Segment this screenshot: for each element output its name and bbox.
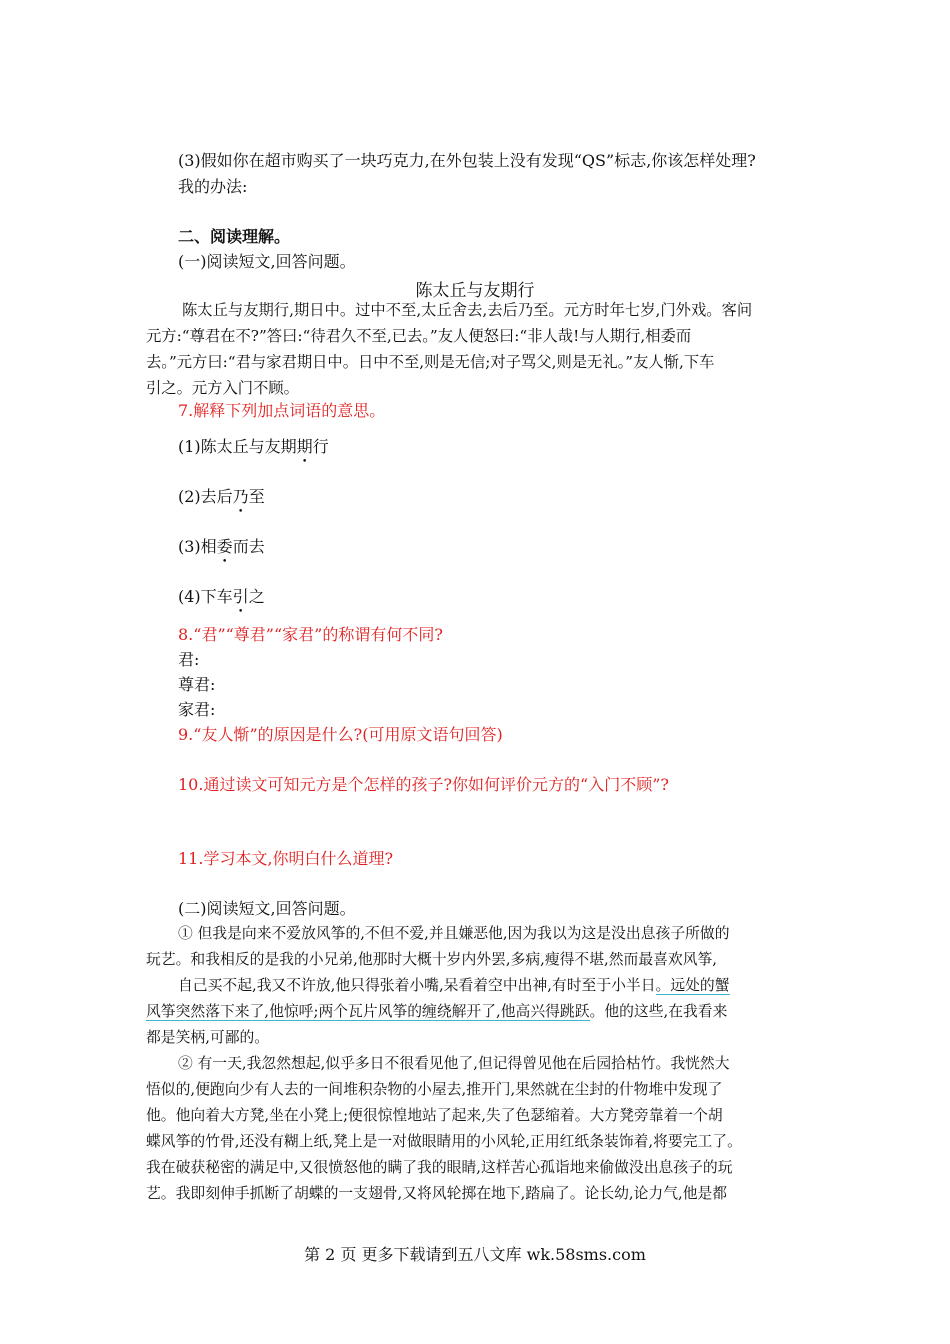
- q7-item-text: 之: [248, 587, 265, 606]
- q11-prompt: 11.学习本文,你明白什么道理?: [178, 849, 394, 868]
- q7-item-text: 行: [312, 437, 329, 456]
- q7-item-text: (2)去后: [178, 487, 233, 506]
- passage-line: 陈太丘与友期行,期日中。过中不至,太丘舍去,去后乃至。元方时年七岁,门外戏。客问: [182, 301, 753, 319]
- q3-question: (3)假如你在超市购买了一块巧克力,在外包装上没有发现“QS”标志,你该怎样处理?: [178, 151, 756, 170]
- dotted-char: 乃: [232, 487, 249, 506]
- q7-item-text: (3)相: [178, 537, 217, 556]
- q3-answer-label: 我的办法:: [178, 177, 248, 196]
- dotted-char: 期: [296, 437, 313, 456]
- passage-line: [146, 999, 806, 1025]
- passage-line: [146, 973, 806, 999]
- passage-line: ② 有一天,我忽然想起,似乎多日不很看见他了,但记得曾见他在后园拾枯竹。我恍然大: [178, 1055, 730, 1072]
- sub-heading-1: (一)阅读短文,回答问题。: [178, 252, 356, 271]
- q7-item-3: [178, 536, 265, 558]
- q7-item-text: (4)下车: [178, 587, 233, 606]
- passage-line: 玩艺。和我相反的是我的小兄弟,他那时大概十岁内外罢,多病,瘦得不堪,然而最喜欢风筝,: [146, 951, 718, 968]
- q7-item-text: 而去: [232, 537, 265, 556]
- page-footer: 第 2 页 更多下载请到五八文库 wk.58sms.com: [304, 1245, 646, 1264]
- q8-label-jun: 君:: [178, 650, 200, 669]
- dotted-char: 委: [216, 537, 233, 556]
- passage-line: ① 但我是向来不爱放风筝的,不但不爱,并且嫌恶他,因为我以为这是没出息孩子所做的: [178, 925, 730, 942]
- q7-item-2: [178, 486, 265, 508]
- passage-body: [146, 297, 806, 401]
- section-heading: 二、阅读理解。: [178, 227, 291, 246]
- passage-title: 陈太丘与友期行: [415, 281, 535, 301]
- q10-prompt: 10.通过读文可知元方是个怎样的孩子?你如何评价元方的“入门不顾”?: [178, 775, 669, 794]
- q8-label-zunjun: 尊君:: [178, 675, 216, 694]
- plain-text: 。他的这些,在我看来: [589, 1003, 728, 1020]
- passage-line: 悟似的,便跑向少有人去的一间堆积杂物的小屋去,推开门,果然就在尘封的什物堆中发现了: [146, 1081, 723, 1098]
- underlined-text: 。远处的蟹: [655, 977, 730, 994]
- passage-line: 我在破获秘密的满足中,又很愤怒他的瞒了我的眼睛,这样苦心孤诣地来偷做没出息孩子的玩: [146, 1159, 733, 1176]
- q8-label-jiajun: 家君:: [178, 700, 216, 719]
- dotted-char: 引: [232, 587, 249, 606]
- passage-line: 引之。元方入门不顾。: [146, 379, 299, 397]
- q8-prompt: 8.“君”“尊君”“家君”的称谓有何不同?: [178, 625, 443, 644]
- passage2-para1: [146, 921, 806, 1051]
- passage-line: 艺。我即刻伸手抓断了胡蝶的一支翅骨,又将风轮掷在地下,踏扁了。论长幼,论力气,他是都: [146, 1185, 728, 1202]
- passage2-para2: [146, 1051, 806, 1207]
- q9-prompt: 9.“友人惭”的原因是什么?(可用原文语句回答): [178, 725, 503, 744]
- underlined-text: 风筝突然落下来了,他惊呼;两个瓦片风筝的缠绕解开了,他高兴得跳跃: [146, 1003, 590, 1020]
- q7-prompt: 7.解释下列加点词语的意思。: [178, 401, 386, 420]
- q7-item-1: [178, 436, 329, 458]
- sub-heading-2: (二)阅读短文,回答问题。: [178, 899, 356, 918]
- passage-line: 都是笑柄,可鄙的。: [146, 1029, 270, 1046]
- q7-item-text: (1)陈太丘与友期: [178, 437, 297, 456]
- q7-item-text: 至: [248, 487, 265, 506]
- passage-line: 去。”元方曰:“君与家君期日中。日中不至,则是无信;对子骂父,则是无礼。”友人惭,下车: [146, 353, 715, 371]
- passage-line: 元方:“尊君在不?”答曰:“待君久不至,已去。”友人便怒曰:“非人哉!与人期行,相委而: [146, 327, 692, 345]
- plain-text: 自己买不起,我又不许放,他只得张着小嘴,呆看着空中出神,有时至于小半日: [178, 977, 656, 994]
- passage-line: 蝶风筝的竹骨,还没有糊上纸,凳上是一对做眼睛用的小风轮,正用红纸条装饰着,将要完工了。: [146, 1133, 742, 1150]
- passage-line: 他。他向着大方凳,坐在小凳上;便很惊惶地站了起来,失了色瑟缩着。大方凳旁靠着一个胡: [146, 1107, 723, 1124]
- q7-item-4: [178, 586, 265, 608]
